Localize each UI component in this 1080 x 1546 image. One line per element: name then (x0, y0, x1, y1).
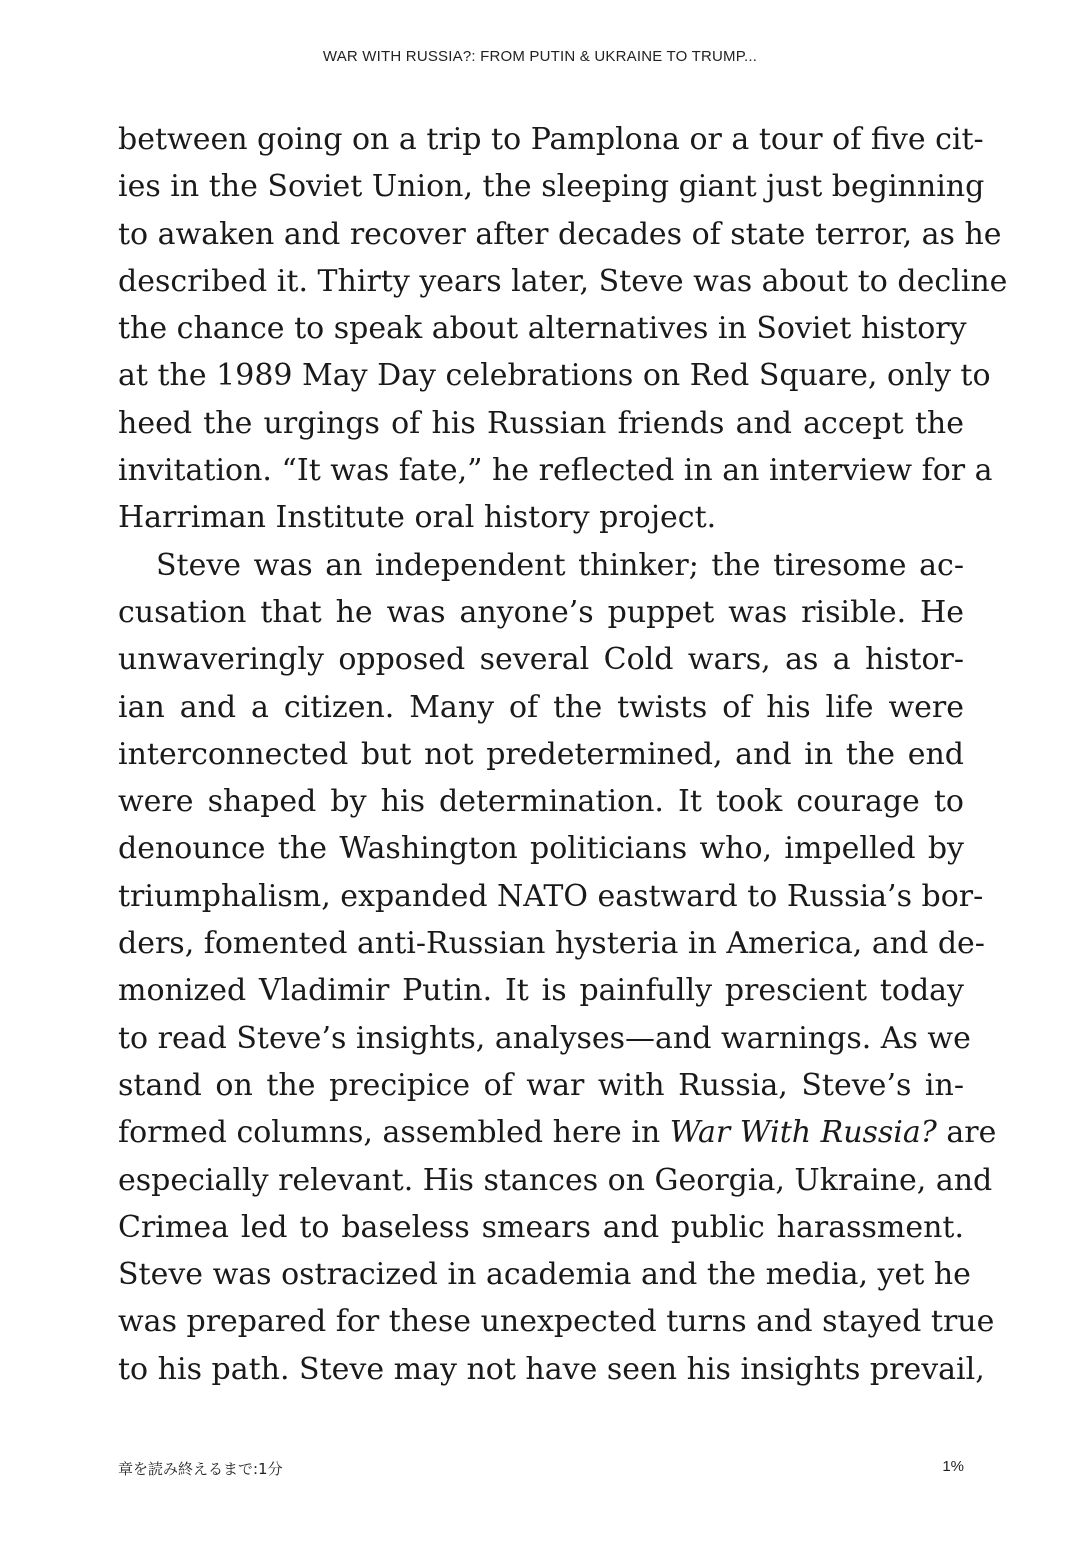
text-line: heed the urgings of his Russian friends and accept the (118, 405, 964, 441)
reading-progress: 1% (942, 1458, 964, 1475)
text-line: was prepared for these unexpected turns and stayed true (118, 1304, 995, 1340)
text-line: to awaken and recover after decades of state terror, as he (118, 216, 1002, 252)
text-line: ies in the Soviet Union, the sleeping giant just beginning (118, 169, 985, 205)
text-line: between going on a trip to Pamplona or a tour of five cit- (118, 122, 984, 157)
chapter-time-remaining: 章を読み終えるまで:1分 (118, 1460, 283, 1478)
text-line: invitation. “It was fate,” he reflected in an interview for a (118, 453, 993, 489)
text-line: triumphalism, expanded NATO eastward to Russia’s bor- (118, 878, 984, 914)
text-line-with-book-title (118, 1109, 997, 1156)
text-line: at the 1989 May Day celebrations on Red Square, only to (118, 358, 991, 394)
text-line: stand on the precipice of war with Russia, Steve’s in- (118, 1067, 964, 1103)
text-line: Steve was ostracized in academia and the media, yet he (118, 1257, 971, 1293)
book-title-italic: War With Russia? (669, 1115, 937, 1151)
text-line: ian and a citizen. Many of the twists of his life were (118, 689, 964, 725)
text-line: interconnected but not predetermined, and in the end (118, 736, 964, 772)
text-line: ders, fomented anti-Russian hysteria in America, and de- (118, 926, 985, 962)
text-line: the chance to speak about alternatives in Soviet history (118, 311, 967, 347)
text-line: to read Steve’s insights, analyses—and warnings. As we (118, 1020, 971, 1056)
text-line: monized Vladimir Putin. It is painfully prescient today (118, 973, 964, 1009)
text-line: were shaped by his determination. It took courage to (118, 784, 964, 820)
running-header-title: WAR WITH RUSSIA?: FROM PUTIN & UKRAINE TO TRUMP... (322, 48, 758, 65)
text-line: especially relevant. His stances on Georgia, Ukraine, and (118, 1162, 993, 1198)
paragraph-1 (118, 116, 1008, 542)
text-line: unwaveringly opposed several Cold wars, as a histor- (118, 642, 964, 678)
paragraph-2 (118, 542, 997, 1393)
text-line: described it. Thirty years later, Steve was about to decline (118, 263, 1008, 299)
text-line: denounce the Washington politicians who, impelled by (118, 831, 964, 867)
text-line: Crimea led to baseless smears and public harassment. (118, 1209, 964, 1245)
text-line: Harriman Institute oral history project. (118, 500, 717, 536)
text-line: cusation that he was anyone’s puppet was risible. He (118, 594, 964, 630)
text-segment: formed columns, assembled here in (118, 1115, 670, 1151)
text-segment: are (936, 1115, 997, 1151)
text-line: Steve was an independent thinker; the tiresome ac- (156, 547, 964, 583)
text-line: to his path. Steve may not have seen his insights prevail, (118, 1351, 985, 1387)
page-text (118, 116, 1008, 1393)
